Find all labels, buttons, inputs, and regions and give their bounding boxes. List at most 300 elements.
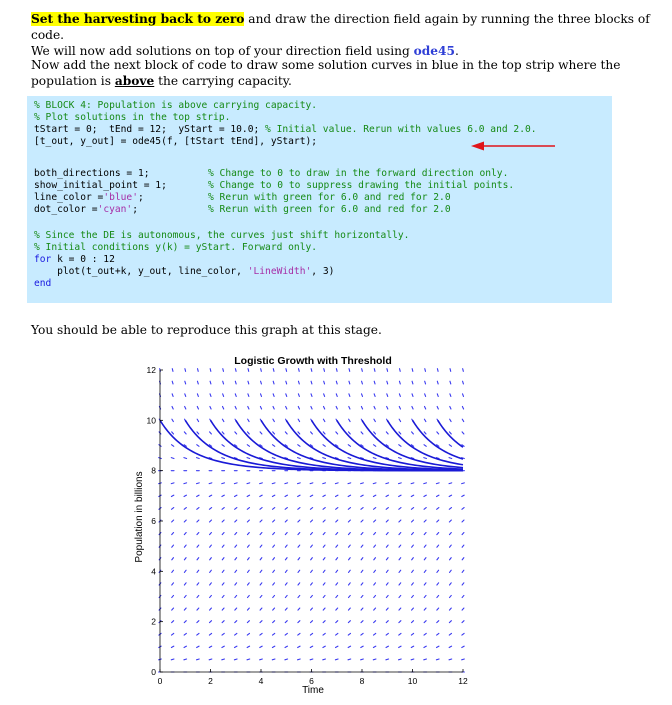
field-segment	[361, 633, 363, 635]
field-segment	[210, 545, 212, 547]
solution-curve	[337, 420, 463, 469]
field-segment	[373, 458, 376, 459]
field-segment	[285, 533, 287, 535]
field-segment	[399, 595, 401, 597]
chart-ylabel: Population in billions	[134, 471, 145, 563]
field-segment	[374, 633, 376, 635]
field-segment	[209, 483, 212, 484]
field-segment	[273, 369, 274, 372]
field-segment	[424, 659, 427, 660]
field-segment	[285, 633, 287, 635]
field-segment	[399, 558, 401, 560]
field-segment	[399, 432, 401, 434]
field-segment	[235, 533, 237, 535]
field-segment	[198, 369, 199, 372]
field-segment	[449, 445, 451, 447]
field-segment	[272, 458, 275, 459]
field-segment	[285, 558, 287, 560]
code-line-2: % Plot solutions in the top strip.	[34, 112, 231, 123]
field-segment	[323, 633, 325, 635]
field-segment	[310, 646, 312, 647]
field-segment	[374, 419, 375, 421]
field-segment	[285, 545, 287, 547]
code-line-7-code: line_color =	[34, 192, 104, 203]
field-segment	[424, 533, 426, 535]
field-segment	[323, 659, 326, 660]
field-segment	[172, 520, 174, 522]
field-segment	[210, 608, 212, 610]
chart-xlabel: Time	[302, 685, 324, 696]
field-segment	[247, 545, 249, 547]
field-segment	[336, 570, 338, 572]
field-segment	[247, 646, 249, 647]
field-segment	[348, 520, 350, 522]
field-segment	[424, 646, 426, 647]
field-segment	[362, 381, 363, 384]
field-segment	[260, 508, 262, 510]
field-segment	[298, 646, 300, 647]
field-segment	[437, 495, 439, 496]
field-segment	[209, 659, 212, 660]
field-segment	[336, 369, 337, 372]
field-segment	[335, 483, 338, 484]
field-segment	[374, 621, 376, 623]
field-segment	[449, 520, 451, 522]
field-segment	[223, 381, 224, 384]
field-segment	[361, 520, 363, 522]
field-segment	[247, 445, 249, 447]
field-segment	[184, 545, 186, 547]
field-segment	[209, 508, 211, 510]
field-segment	[462, 495, 464, 496]
field-segment	[248, 419, 249, 421]
field-segment	[260, 583, 262, 585]
y-tick-label: 10	[146, 415, 156, 426]
field-segment	[235, 621, 237, 623]
field-segment	[412, 558, 414, 560]
field-segment	[412, 381, 413, 384]
field-segment	[247, 659, 250, 660]
field-segment	[273, 595, 275, 597]
field-segment	[184, 608, 186, 610]
code-line-3	[34, 124, 537, 136]
field-segment	[336, 520, 338, 522]
field-segment	[184, 570, 186, 572]
field-segment	[449, 508, 451, 510]
field-segment	[260, 520, 262, 522]
field-segment	[386, 545, 388, 547]
field-segment	[336, 633, 338, 635]
field-segment	[197, 633, 199, 635]
field-segment	[298, 608, 300, 610]
field-segment	[223, 406, 224, 409]
field-segment	[411, 633, 413, 635]
x-tick-label: 12	[458, 676, 468, 686]
field-segment	[424, 445, 426, 447]
field-segment	[424, 432, 426, 434]
field-segment	[210, 406, 211, 409]
field-segment	[260, 432, 262, 434]
y-tick-label: 8	[151, 465, 156, 476]
field-segment	[399, 445, 401, 447]
field-segment	[323, 621, 325, 623]
field-segment	[361, 608, 363, 610]
field-segment	[286, 381, 287, 384]
field-segment	[248, 394, 249, 397]
field-segment	[411, 483, 414, 484]
field-segment	[424, 508, 426, 510]
field-segment	[374, 558, 376, 560]
field-segment	[260, 659, 263, 660]
field-segment	[374, 508, 376, 510]
field-segment	[425, 406, 426, 409]
field-segment	[323, 608, 325, 610]
field-segment	[412, 394, 413, 397]
field-segment	[210, 394, 211, 397]
field-segment	[437, 545, 439, 547]
ode-name: ode45	[413, 44, 456, 58]
field-segment	[424, 458, 427, 459]
x-tick-label: 0	[157, 676, 163, 686]
field-segment	[374, 369, 375, 372]
field-segment	[374, 520, 376, 522]
field-segment	[412, 432, 414, 434]
field-segment	[348, 659, 351, 660]
field-segment	[222, 419, 223, 421]
field-segment	[348, 621, 350, 623]
field-segment	[323, 595, 325, 597]
code-line-3-comment: % Initial value. Rerun with values 6.0 and 2.0.	[265, 124, 537, 135]
field-segment	[248, 570, 250, 572]
field-segment	[373, 495, 375, 496]
field-segment	[172, 595, 174, 597]
code-line-13: end	[34, 278, 52, 289]
field-segment	[323, 520, 325, 522]
field-segment	[386, 483, 389, 484]
field-segment	[323, 508, 325, 510]
field-segment	[272, 483, 275, 484]
field-segment	[336, 545, 338, 547]
field-segment	[311, 533, 313, 535]
field-segment	[222, 570, 224, 572]
field-segment	[437, 394, 438, 397]
field-segment	[298, 583, 300, 585]
field-segment	[184, 659, 187, 660]
x-tick-label: 6	[309, 676, 314, 686]
field-segment	[298, 659, 301, 660]
field-segment	[235, 495, 237, 496]
field-segment	[348, 545, 350, 547]
field-segment	[223, 394, 224, 397]
field-segment	[386, 646, 388, 647]
field-segment	[463, 394, 464, 397]
field-segment	[222, 608, 224, 610]
field-segment	[462, 558, 464, 560]
field-segment	[222, 533, 224, 535]
field-segment	[425, 381, 426, 384]
field-segment	[210, 432, 212, 434]
field-segment	[386, 633, 388, 635]
field-segment	[184, 621, 186, 623]
intro-text-a: and draw the direction field again by running the three blocks of code.	[31, 12, 650, 42]
field-segment	[172, 508, 174, 510]
field-segment	[298, 419, 299, 421]
code-line-3-code: tStart = 0; tEnd = 12; yStart = 10.0;	[34, 124, 266, 135]
field-segment	[197, 508, 199, 510]
field-segment	[399, 621, 401, 623]
field-segment	[374, 381, 375, 384]
field-segment	[361, 495, 363, 496]
field-segment	[361, 570, 363, 572]
field-segment	[210, 558, 212, 560]
field-segment	[412, 583, 414, 585]
red-arrow-icon	[471, 141, 556, 151]
field-segment	[184, 558, 186, 560]
field-segment	[399, 608, 401, 610]
field-segment	[310, 483, 313, 484]
field-segment	[412, 545, 414, 547]
field-segment	[449, 495, 451, 496]
field-segment	[362, 394, 363, 397]
field-segment	[449, 458, 452, 459]
field-segment	[424, 583, 426, 585]
field-segment	[298, 458, 301, 459]
field-segment	[247, 633, 249, 635]
field-segment	[324, 394, 325, 397]
field-segment	[323, 646, 325, 647]
field-segment	[247, 608, 249, 610]
field-segment	[197, 533, 199, 535]
y-tick-label: 2	[151, 616, 156, 627]
field-segment	[463, 369, 464, 372]
field-segment	[437, 633, 439, 635]
field-segment	[349, 583, 351, 585]
field-segment	[235, 583, 237, 585]
field-segment	[450, 381, 451, 384]
field-segment	[298, 508, 300, 510]
y-tick-label: 6	[151, 516, 156, 526]
field-segment	[235, 545, 237, 547]
solution-curve	[413, 420, 464, 459]
field-segment	[374, 406, 375, 409]
field-segment	[462, 406, 463, 409]
field-segment	[349, 570, 351, 572]
field-segment	[222, 520, 224, 522]
intro-paragraph	[31, 11, 651, 59]
field-segment	[450, 394, 451, 397]
field-segment	[260, 495, 262, 496]
field-segment	[298, 558, 300, 560]
field-segment	[273, 583, 275, 585]
field-segment	[197, 545, 199, 547]
field-segment	[171, 495, 173, 496]
field-segment	[323, 545, 325, 547]
field-segment	[449, 608, 451, 610]
field-segment	[336, 583, 338, 585]
field-segment	[324, 381, 325, 384]
field-segment	[184, 583, 186, 585]
field-segment	[298, 406, 299, 409]
field-segment	[235, 394, 236, 397]
code-line-8-comment: % Rerun with green for 6.0 and red for 2.0	[208, 204, 451, 215]
code-line-12-string: 'LineWidth'	[247, 266, 312, 277]
field-segment	[260, 595, 262, 597]
field-segment	[184, 520, 186, 522]
field-segment	[424, 558, 426, 560]
field-segment	[374, 432, 376, 434]
field-segment	[247, 508, 249, 510]
field-segment	[272, 646, 274, 647]
field-segment	[450, 558, 452, 560]
field-segment	[298, 432, 300, 434]
field-segment	[449, 659, 452, 660]
field-segment	[386, 508, 388, 510]
field-segment	[386, 558, 388, 560]
field-segment	[261, 381, 262, 384]
code-line-8-end: ;	[132, 204, 138, 215]
field-segment	[399, 659, 402, 660]
field-segment	[335, 659, 338, 660]
field-segment	[437, 533, 439, 535]
field-segment	[425, 369, 426, 372]
field-segment	[197, 621, 199, 623]
field-segment	[285, 595, 287, 597]
field-segment	[424, 520, 426, 522]
field-segment	[185, 369, 186, 372]
field-segment	[336, 595, 338, 597]
field-segment	[235, 633, 237, 635]
field-segment	[311, 583, 313, 585]
field-segment	[411, 621, 413, 623]
field-segment	[462, 621, 464, 623]
field-segment	[210, 369, 211, 372]
field-segment	[424, 419, 425, 421]
field-segment	[235, 381, 236, 384]
field-segment	[311, 570, 313, 572]
field-segment	[197, 520, 199, 522]
field-segment	[260, 558, 262, 560]
field-segment	[298, 533, 300, 535]
field-segment	[209, 520, 211, 522]
field-segment	[310, 633, 312, 635]
field-segment	[412, 595, 414, 597]
field-segment	[222, 633, 224, 635]
field-segment	[171, 646, 173, 647]
field-segment	[450, 583, 452, 585]
field-segment	[449, 646, 451, 647]
field-segment	[399, 394, 400, 397]
field-segment	[412, 369, 413, 372]
field-segment	[450, 570, 452, 572]
field-segment	[437, 621, 439, 623]
field-segment	[273, 432, 275, 434]
field-segment	[374, 583, 376, 585]
code-line-11	[34, 254, 115, 266]
field-segment	[222, 495, 224, 496]
field-segment	[298, 394, 299, 397]
field-segment	[311, 369, 312, 372]
field-segment	[247, 533, 249, 535]
field-segment	[361, 483, 364, 484]
field-segment	[437, 381, 438, 384]
field-segment	[210, 570, 212, 572]
field-segment	[348, 483, 351, 484]
field-segment	[298, 445, 300, 447]
field-segment	[285, 608, 287, 610]
field-segment	[462, 483, 465, 484]
field-segment	[361, 406, 362, 409]
field-segment	[437, 595, 439, 597]
field-segment	[411, 495, 413, 496]
field-segment	[172, 406, 173, 409]
field-segment	[323, 533, 325, 535]
x-tick-label: 10	[407, 676, 418, 686]
field-segment	[348, 533, 350, 535]
field-segment	[361, 558, 363, 560]
field-segment	[197, 458, 200, 459]
field-segment	[273, 633, 275, 635]
field-segment	[273, 419, 274, 421]
field-segment	[172, 381, 173, 384]
field-segment	[412, 570, 414, 572]
field-segment	[197, 394, 198, 397]
above-word: above	[114, 74, 155, 88]
field-segment	[424, 483, 427, 484]
field-segment	[374, 394, 375, 397]
field-segment	[197, 608, 199, 610]
field-segment	[462, 570, 464, 572]
field-segment	[436, 659, 439, 660]
field-segment	[273, 533, 275, 535]
field-segment	[298, 495, 300, 496]
field-segment	[210, 583, 212, 585]
intro-text-end: .	[455, 44, 459, 58]
field-segment	[412, 406, 413, 409]
field-segment	[172, 621, 174, 623]
field-segment	[449, 483, 452, 484]
field-segment	[311, 595, 313, 597]
field-segment	[260, 621, 262, 623]
field-segment	[361, 432, 363, 434]
field-segment	[298, 621, 300, 623]
field-segment	[235, 558, 237, 560]
field-segment	[197, 583, 199, 585]
field-segment	[374, 545, 376, 547]
field-segment	[348, 608, 350, 610]
field-segment	[462, 419, 463, 421]
field-segment	[399, 545, 401, 547]
field-segment	[373, 445, 375, 447]
field-segment	[387, 369, 388, 372]
field-segment	[348, 458, 351, 459]
field-segment	[361, 545, 363, 547]
code-line-12	[34, 266, 334, 278]
field-segment	[310, 659, 313, 660]
field-segment	[386, 533, 388, 535]
code-line-7-comment: % Rerun with green for 6.0 and red for 2.0	[208, 192, 451, 203]
field-segment	[260, 406, 261, 409]
field-segment	[247, 520, 249, 522]
field-segment	[285, 495, 287, 496]
field-segment	[399, 646, 401, 647]
field-segment	[462, 633, 464, 635]
field-segment	[348, 633, 350, 635]
field-segment	[285, 570, 287, 572]
field-segment	[323, 558, 325, 560]
field-segment	[311, 545, 313, 547]
field-segment	[285, 432, 287, 434]
field-segment	[399, 381, 400, 384]
